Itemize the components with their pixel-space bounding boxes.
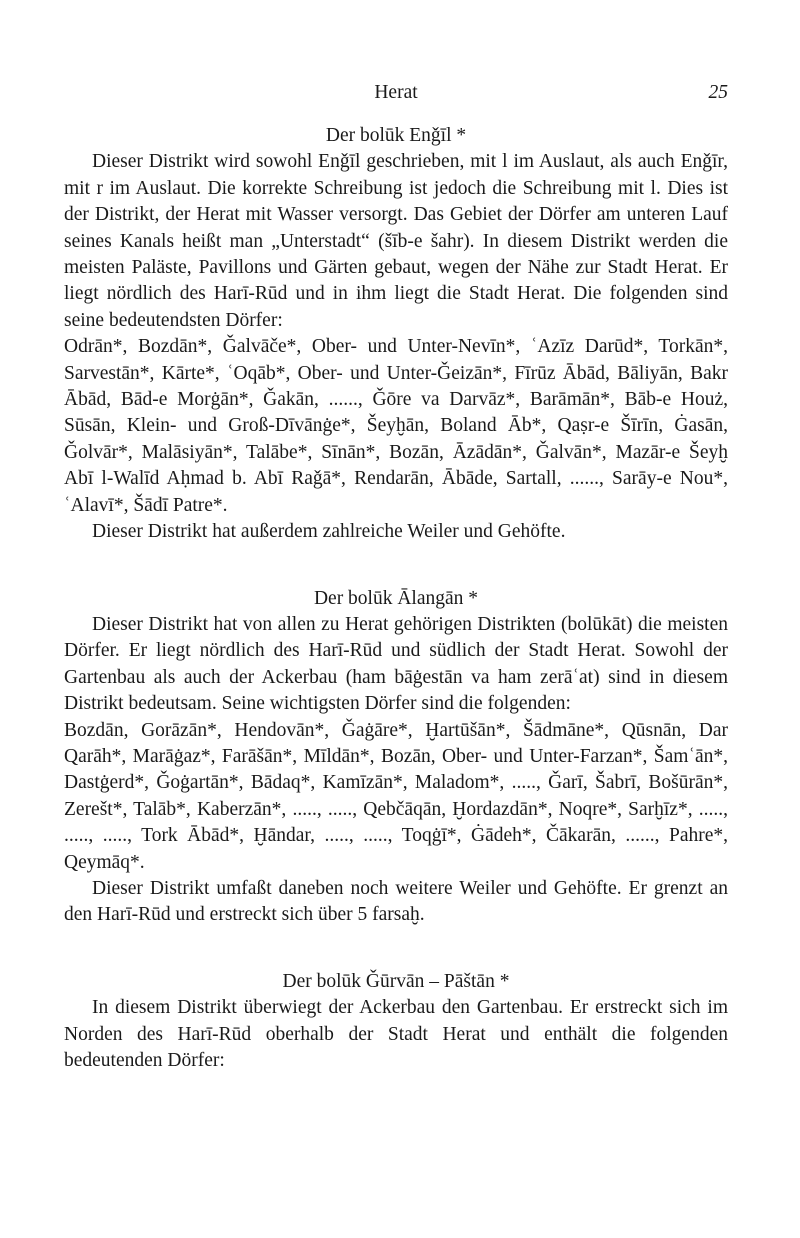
section-title: Der bolūk Ǧūrvān – Pāštān *	[282, 970, 510, 992]
closing-paragraph: Dieser Distrikt umfaßt daneben noch weitere Weiler und Gehöfte. Er grenzt an den Harī-Rūd und erstreckt sich über 5 farsaḫ.	[64, 877, 728, 926]
paragraph: Dieser Distrikt wird sowohl Enǧīl geschrieben, mit l im Auslaut, als auch Enǧīr, mit r im Auslaut. Die korrekte Schreibung ist jedoch die Schreibung mit l. Dies ist der Distrikt, der Herat mit Wasser versorgt. Das Gebiet der Dörfer am unteren Lauf seines Kanals heißt man „Unterstadt“ (šīb-e šahr). In diesem Distrikt werden die meisten Paläste, Pavillons und Gärten gebaut, wegen der Nähe zur Stadt Herat. Er liegt nördlich des Harī-Rūd und in ihm liegt die Stadt Herat. Die folgenden sind seine bedeutendsten Dörfer:	[64, 151, 728, 331]
paragraph: In diesem Distrikt überwiegt der Ackerbau den Gartenbau. Er erstreckt sich im Norden des Harī-Rūd oberhalb der Stadt Herat und enthält die folgenden bedeutenden Dörfer:	[64, 997, 728, 1071]
section-engil	[64, 123, 728, 546]
paragraph: Dieser Distrikt hat von allen zu Herat gehörigen Distrikten (bolūkāt) die meisten Dörfer. Er liegt nördlich des Harī-Rūd und südlich der Stadt Herat. Sowohl der Gartenbau als auch der Ackerbau (ham bāġestān va ham zerāʿat) sind in diesem Distrikt bedeutsam. Seine wichtigsten Dörfer sind die folgenden:	[64, 613, 728, 715]
section-title: Der bolūk Enǧīl *	[325, 125, 467, 146]
section-gurvan-pastan	[64, 969, 728, 1075]
running-head	[64, 82, 728, 112]
section-title: Der bolūk Ālangān *	[313, 587, 479, 609]
running-title: Herat	[374, 82, 418, 103]
village-list: Bozdān, Gorāzān*, Hendovān*, Ǧaġāre*, Ḫartūšān*, Šādmāne*, Qūsnān, Dar Qarāh*, Marāġaz*, Farāšān*, Mīldān*, Bozān, Ober- und Unter-Farzan*, Šamʿān*, Dastġerd*, Ǧoġartān*, Bādaq*, Kamīzān*, Maladom*, ....., Ǧarī, Šabrī, Bošūrān*, Zerešt*, Talāb*, Kaberzān*, ....., ....., Qebčāqān, Ḫordazdān*, Noqre*, Sarḫīz*, ....., ....., ....., Tork Ābād*, Ḫāndar, ....., ....., Toqġī*, Ġādeh*, Čākarān, ......, Pahre*, Qeymāq*.	[64, 719, 728, 873]
page-number: 25	[708, 82, 728, 103]
page-body	[64, 123, 728, 1074]
closing-paragraph: Dieser Distrikt hat außerdem zahlreiche Weiler und Gehöfte.	[92, 521, 566, 543]
village-list: Odrān*, Bozdān*, Ǧalvāče*, Ober- und Unter-Nevīn*, ʿAzīz Darūd*, Torkān*, Sarvestān*, Kārte*, ʿOqāb*, Ober- und Unter-Ǧeizān*, Fīrūz Ābād, Bāliyān, Bakr Ābād, Bād-e Morġān*, Ǧakān, ......, Ǧōre va Darvāz*, Barāmān*, Bāb-e Houż, Sūsān, Klein- und Groß-Dīvānġe*, Šeyḫān, Boland Āb*, Qaṣr-e Šīrīn, Ġasān, Ǧolvār*, Malāsiyān*, Talābe*, Sīnān*, Bozān, Āzādān*, Ǧalvān*, Mazār-e Šeyḫ Abī l-Walīd Aḥmad b. Abī Raǧā*, Rendarān, Ābāde, Sartall, ......, Sarāy-e Nou*, ʿAlavī*, Šādī Patre*.	[64, 336, 728, 516]
section-alangan	[64, 586, 728, 929]
